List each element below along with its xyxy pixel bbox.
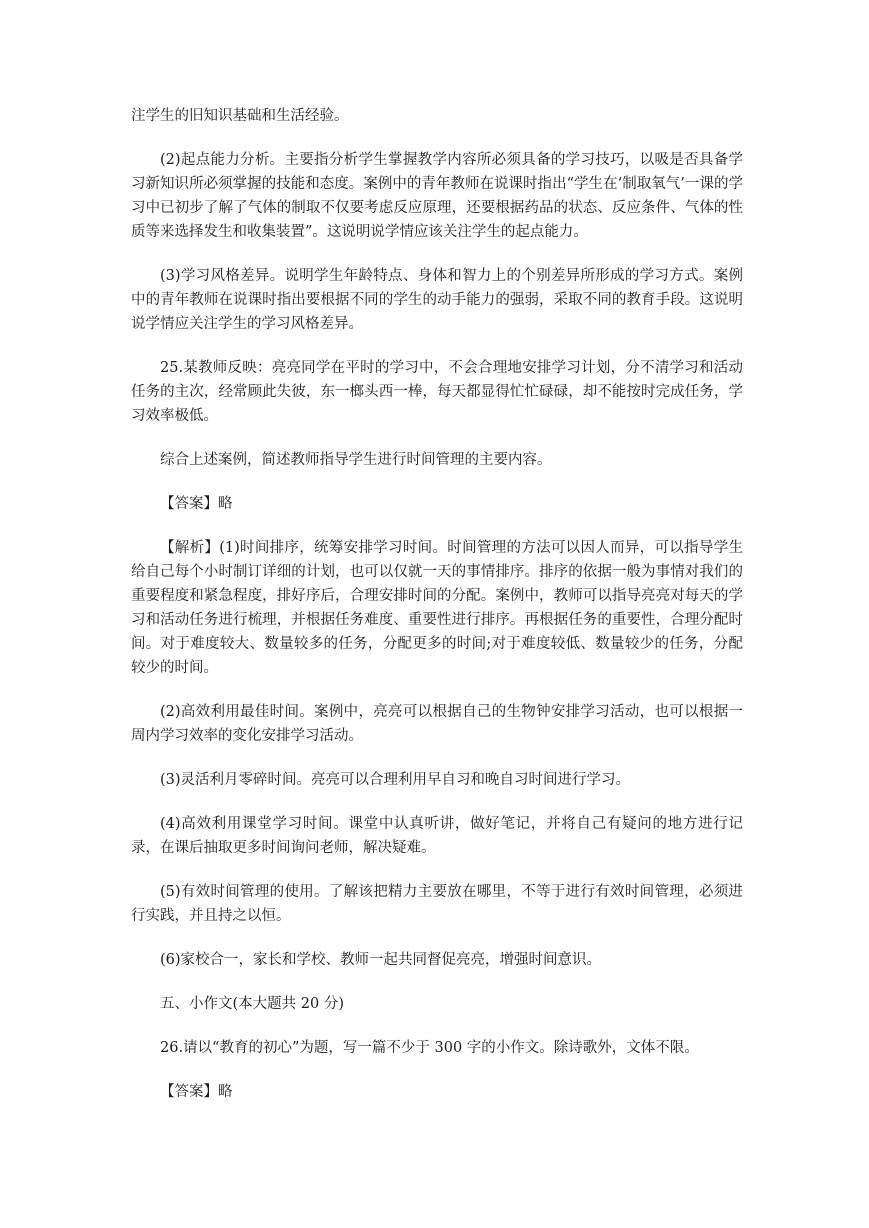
question-25: 25.某教师反映：亮亮同学在平时的学习中，不会合理地安排学习计划，分不清学习和活动任务的主次，经常顾此失彼，东一榔头西一棒，每天都显得忙忙碌碌，却不能按时完成任务，学习效率极低。 xyxy=(131,360,743,424)
analysis-25-point-6: (6)家校合一，家长和学校、教师一起共同督促亮亮，增强时间意识。 xyxy=(160,952,602,968)
paragraph-learning-style: (3)学习风格差异。说明学生年龄特点、身体和智力上的个别差异所形成的学习方式。案例中的青年教师在说课时指出要根据不同的学生的动手能力的强弱，采取不同的教育手段。这说明说学情应关注学生的学习风格差异。 xyxy=(131,268,743,332)
analysis-25-point-1: 【解析】(1)时间排序，统筹安排学习时间。时间管理的方法可以因人而异，可以指导学生给自己每个小时制订详细的计划，也可以仅就一天的事情排序。排序的依据一般为事情对我们的重要程度和紧急程度，排好序后，合理安排时间的分配。案例中，教师可以指导亮亮对每天的学习和活动任务进行梳理，并根据任务难度、重要性进行排序。再根据任务的重要性，合理分配时间。对于难度较大、数量较多的任务，分配更多的时间;对于难度较低、数量较少的任务，分配较少的时间。 xyxy=(131,540,743,676)
answer-25: 【答案】略 xyxy=(160,496,233,512)
document-page xyxy=(131,104,743,1104)
section-5-heading: 五、小作文(本大题共 20 分) xyxy=(160,996,344,1012)
analysis-25-point-5: (5)有效时间管理的使用。了解该把精力主要放在哪里，不等于进行有效时间管理，必须进行实践，并且持之以恒。 xyxy=(131,884,743,924)
analysis-25-point-4: (4)高效利用课堂学习时间。课堂中认真听讲，做好笔记，并将自己有疑问的地方进行记录，在课后抽取更多时间询问老师，解决疑难。 xyxy=(131,816,743,856)
analysis-25-point-2: (2)高效利用最佳时间。案例中，亮亮可以根据自己的生物钟安排学习活动，也可以根据一周内学习效率的变化安排学习活动。 xyxy=(131,704,743,744)
question-26: 26.请以“教育的初心”为题，写一篇不少于 300 字的小作文。除诗歌外，文体不限。 xyxy=(160,1040,699,1056)
analysis-25-point-3: (3)灵活利月零碎时间。亮亮可以合理利用早自习和晚自习时间进行学习。 xyxy=(160,772,631,788)
answer-26: 【答案】略 xyxy=(160,1084,233,1100)
question-25-prompt: 综合上述案例，简述教师指导学生进行时间管理的主要内容。 xyxy=(160,452,552,468)
paragraph-starting-ability: (2)起点能力分析。主要指分析学生掌握教学内容所必须具备的学习技巧，以吸是否具备学习新知识所必须掌握的技能和态度。案例中的青年教师在说课时指出“学生在‘制取氧气’一课的学习中已初步了解了气体的制取不仅要考虑反应原理，还要根据药品的状态、反应条件、气体的性质等来选择发生和收集装置”。这说明说学情应该关注学生的起点能力。 xyxy=(131,152,743,240)
paragraph-continuation: 注学生的旧知识基础和生活经验。 xyxy=(131,108,349,124)
